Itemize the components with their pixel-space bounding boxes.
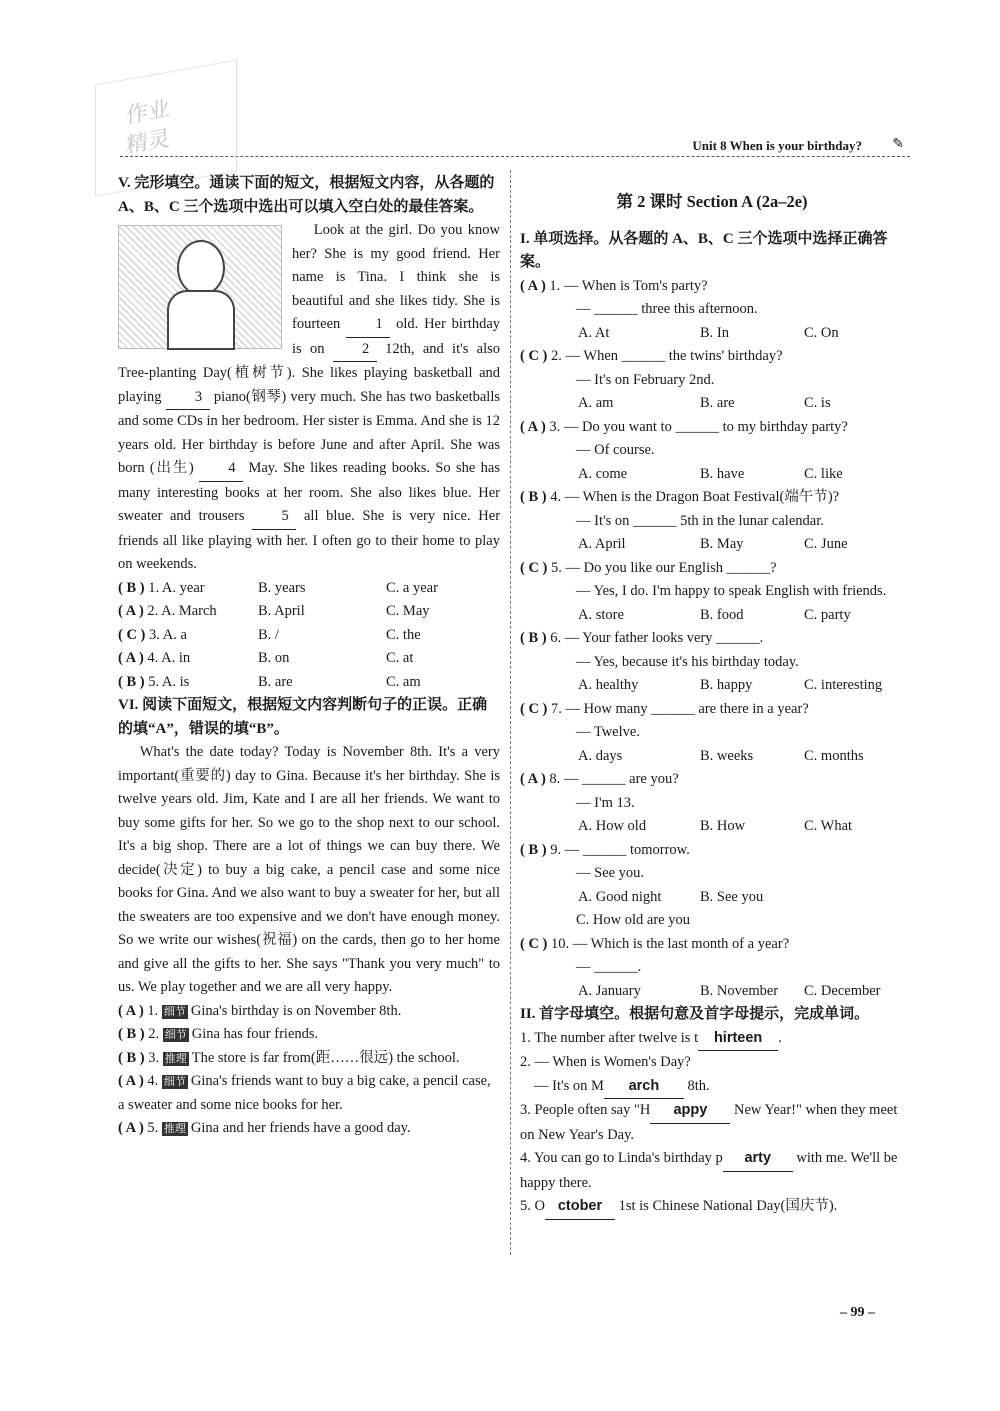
column-divider <box>510 170 511 1255</box>
mc-item: ( C ) 7. — How many ______ are there in a year? — Twelve. A. days B. weeks C. months <box>520 700 864 764</box>
blank-5: 5 <box>252 505 296 530</box>
girl-body-icon <box>167 290 235 350</box>
mc-item: ( B ) 9. — ______ tomorrow. — See you. A. Good night B. See you C. How old are you <box>520 841 764 928</box>
tf-item: ( A ) 5. 推理 Gina and her friends have a good day. <box>118 1120 411 1136</box>
cloze-row: ( C ) 3. A. a B. / C. the <box>118 626 421 643</box>
fill-item: 2. — When is Women's Day? <box>520 1054 691 1070</box>
tag-badge: 细节 <box>163 1075 186 1088</box>
logo-line1: 作业 <box>126 96 171 130</box>
mc-item: ( C ) 5. — Do you like our English ______? — Yes, I do. I'm happy to speak English with friends. A. store B. food C. party <box>520 559 887 623</box>
cloze-row: ( A ) 4. A. in B. on C. at <box>118 650 414 666</box>
tf-item: ( B ) 3. 推理 The store is far from(距……很远) the school. <box>118 1049 460 1066</box>
mc-item: ( B ) 6. — Your father looks very ______. — Yes, because it's his birthday today. A. healthy B. happy C. interesting <box>520 630 883 693</box>
girl-illustration <box>118 225 282 349</box>
mc-item: ( A ) 3. — Do you want to ______ to my birthday party? — Of course. A. come B. have C. like <box>520 418 848 482</box>
section1-title: I. 单项选择。从各题的 A、B、C 三个选项中选择正确答案。 <box>520 230 888 270</box>
left-column <box>118 172 500 1141</box>
cloze-row: ( A ) 2. A. March B. April C. May <box>118 603 430 619</box>
blank-4: 4 <box>199 457 243 482</box>
section2-title: II. 首字母填空。根据句意及首字母提示，完成单词。 <box>520 1006 870 1022</box>
tf-item: ( A ) 1. 细节 Gina's birthday is on November 8th. <box>118 1002 402 1019</box>
fill-item: 3. People often say "H appy New Year!" when they meet on New Year's Day. <box>520 1099 904 1147</box>
tf-item: ( B ) 2. 细节 Gina has four friends. <box>118 1026 319 1042</box>
tag-badge: 细节 <box>163 1004 186 1018</box>
section6-title: VI. 阅读下面短文，根据短文内容判断句子的正误。正确的填“A”，错误的填“B”。 <box>118 697 488 737</box>
cloze-passage: Look at the girl. Do you know her? She is my good friend. Her name is Tina. I think she is beautiful and she likes tidy. She is fourteen 1 old. Her birthday is on 2 12th, and it's also Tree-planting Day(植树节). She likes playing basketball and playing 3 piano(钢琴) very much. She has two basketballs and some CDs in her bedroom. Her sister is Emma. And she is 12 years old. Her birthday is before June and after April. She was born (出生) 4 May. She likes reading books. So she has many interesting books at her room. She also likes blue. Her sweater and trousers 5 all blue. She is very nice. Her friends all like playing with her. I often go to their home to play on weekends. <box>118 222 501 572</box>
cloze-row: ( B ) 5. A. is B. are C. am <box>118 673 421 690</box>
blank-1: 1 <box>346 313 390 338</box>
blank-2: 2 <box>333 338 377 363</box>
tag-badge: 推理 <box>163 1122 186 1135</box>
fill-item: 1. The number after twelve is t hirteen . <box>520 1027 904 1052</box>
tag-badge: 推理 <box>164 1051 187 1065</box>
mc-item: ( C ) 10. — Which is the last month of a year? — ______. A. January B. November C. December <box>520 935 881 999</box>
cloze-options <box>118 577 500 695</box>
mc-item: ( A ) 1. — When is Tom's party? — ______ three this afternoon. A. At B. In C. On <box>520 277 839 341</box>
page-number: – 99 – <box>840 1305 875 1320</box>
girl-face-icon <box>177 240 225 296</box>
tf-item: ( A ) 4. 细节 Gina's friends want to buy a big cake, a pencil case, a sweater and some nice books for her. <box>118 1073 491 1113</box>
unit-title: Unit 8 When is your birthday? <box>692 138 862 153</box>
mc-item: ( C ) 2. — When ______ the twins' birthday? — It's on February 2nd. A. am B. are C. is <box>520 348 831 411</box>
lesson-title: 第 2 课时 Section A (2a–2e) <box>616 192 808 211</box>
tag-badge: 细节 <box>164 1028 187 1041</box>
reading-passage: What's the date today? Today is November 8th. It's a very important(重要的) day to Gina. Because it's her birthday. She is twelve years old. Jim, Kate and I are all her friends. We want to buy some gifts for her. So we go to the shop next to our school. It's a big shop. There are a lot of things we can buy there. We decide(决定) to buy a big cake, a pencil case and some nice books for Gina. And we also want to buy a sweater for her, but all the sweaters are too expensive and we don't have enough money. So we write our wishes(祝福) on the cards, then go to her home and give all the gifts to her. She says "Thank you very much" to us. We play together and we are all very happy. <box>118 744 500 995</box>
fill-item: 4. You can go to Linda's birthday p arty with me. We'll be happy there. <box>520 1147 904 1195</box>
section5-title: V. 完形填空。通读下面的短文，根据短文内容，从各题的 A、B、C 三个选项中选出可以填入空白处的最佳答案。 <box>118 175 495 215</box>
logo-line2: 精灵 <box>126 126 171 160</box>
blank-3: 3 <box>166 386 210 411</box>
right-column <box>520 190 904 1220</box>
ornament-icon: ✎ <box>892 137 904 152</box>
cloze-row: ( B ) 1. A. year B. years C. a year <box>118 579 438 596</box>
mc-item: ( B ) 4. — When is the Dragon Boat Festival(端午节)? — It's on ______ 5th in the lunar calendar. A. April B. May C. June <box>520 489 848 552</box>
fill-item: 5. O ctober 1st is Chinese National Day(国庆节). <box>520 1195 904 1220</box>
fill-item: — It's on M arch 8th. <box>520 1075 904 1100</box>
mc-item: ( A ) 8. — ______ are you? — I'm 13. A. How old B. How C. What <box>520 771 853 834</box>
true-false-list <box>118 1000 500 1141</box>
header-bar <box>120 138 910 157</box>
